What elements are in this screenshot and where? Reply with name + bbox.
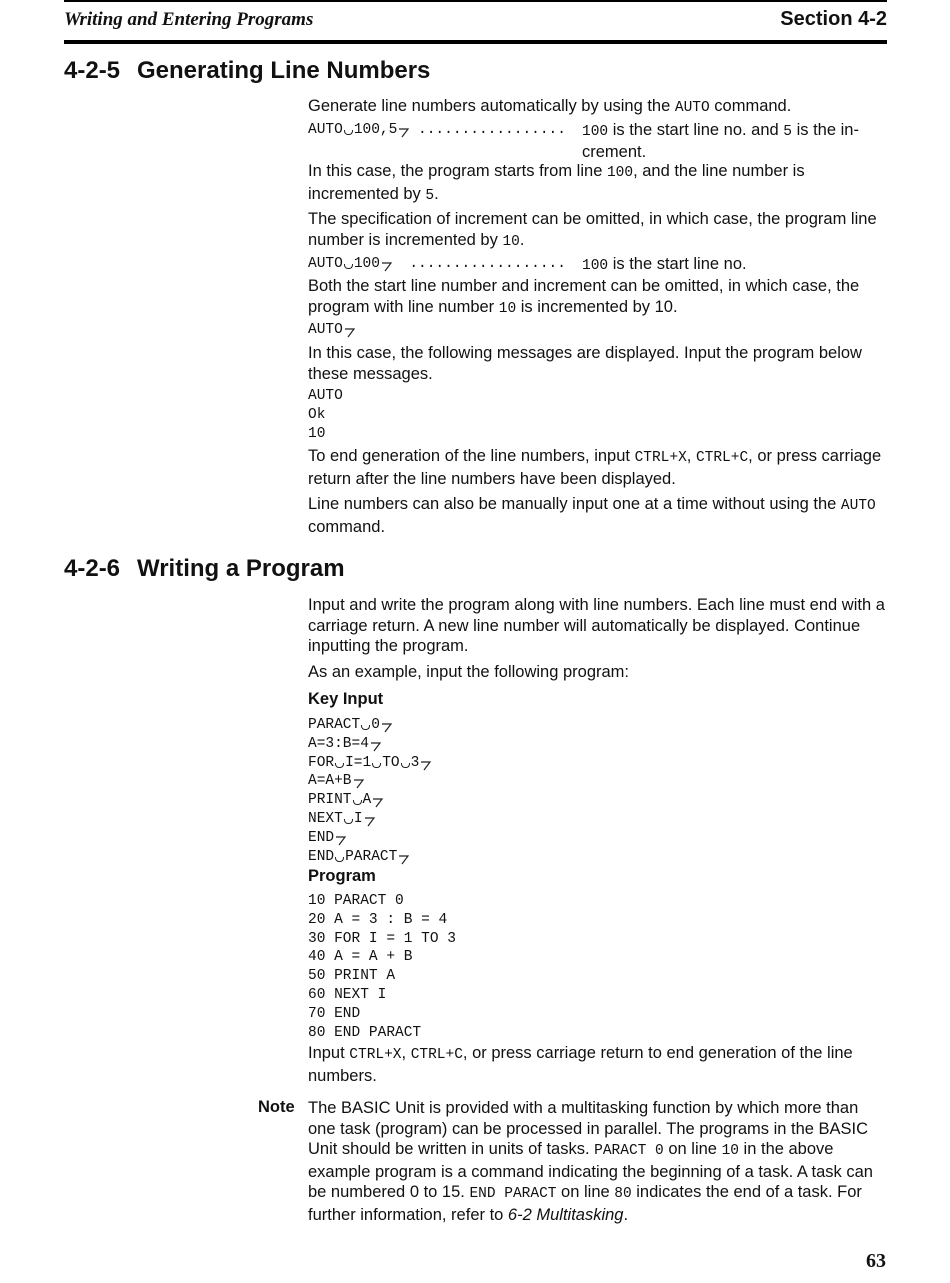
- return-key-icon: [370, 740, 381, 752]
- space-icon: [335, 763, 344, 768]
- space-icon: [344, 819, 353, 824]
- cross-reference: 6-2 Multitasking: [507, 1205, 624, 1224]
- return-key-icon: [364, 815, 375, 827]
- paragraph: Input CTRL+X, CTRL+C, or press carriage return to end generation of the line numbers.: [308, 1044, 853, 1085]
- page-header: [64, 0, 887, 44]
- auto-messages: [308, 387, 343, 443]
- heading-4-2-5: [64, 57, 430, 85]
- heading-title: Writing a Program: [137, 555, 345, 582]
- key-input-line: NEXT I: [308, 810, 431, 829]
- example-code: AUTO 100,5 .................: [308, 122, 566, 138]
- space-icon: [361, 725, 370, 730]
- heading-title: Generating Line Numbers: [137, 57, 431, 84]
- key-input-heading: Key Input: [308, 690, 384, 708]
- space-icon: [372, 763, 381, 768]
- return-key-icon: [344, 326, 355, 338]
- space-icon: [344, 264, 353, 269]
- space-icon: [353, 800, 362, 805]
- program-line: 30 FOR I = 1 TO 3: [308, 930, 456, 947]
- example-auto: AUTO: [308, 321, 355, 340]
- key-input-line: END PARACT: [308, 848, 431, 867]
- key-input-line: END: [308, 829, 431, 848]
- return-key-icon: [398, 126, 409, 138]
- example-auto-100: [308, 254, 888, 274]
- text: Generate line numbers automatically by using the: [308, 97, 675, 115]
- message-line: 10: [308, 425, 326, 442]
- return-key-icon: [372, 796, 383, 808]
- key-input-line: A=A+B: [308, 772, 431, 791]
- paragraph: In this case, the program starts from line 100, and the line number is incremented by 5.: [308, 162, 805, 204]
- return-key-icon: [381, 260, 392, 272]
- return-key-icon: [381, 721, 392, 733]
- key-input-listing: [308, 716, 431, 866]
- key-input-line: PARACT 0: [308, 716, 431, 735]
- return-key-icon: [420, 759, 431, 771]
- paragraph: Line numbers can also be manually input one at a time without using the AUTO command.: [308, 495, 876, 536]
- program-line: 20 A = 3 : B = 4: [308, 911, 448, 928]
- paragraph: As an example, input the following program:: [308, 663, 630, 681]
- note-body: The BASIC Unit is provided with a multitasking function by which more than one task (program) can be processed in parallel. The programs in the BASIC Unit should be written in units of tasks. PARACT 0 on line 10 in the above example program is a command indicating the beginning of a task. A task can be numbered 0 to 15. END PARACT on line 80 indicates the end of a task. For further information, refer to 6-2 Multitasking.: [308, 1099, 873, 1224]
- paragraph: To end generation of the line numbers, input CTRL+X, CTRL+C, or press carriage return after the line numbers have been displayed.: [308, 447, 882, 488]
- paragraph: [308, 96, 888, 119]
- paragraph: Both the start line number and increment can be omitted, in which case, the program with line number 10 is incremented by 10.: [308, 277, 860, 317]
- key-input-line: FOR I=1 TO 3: [308, 754, 431, 773]
- chapter-title: Writing and Entering Programs: [64, 9, 314, 30]
- space-icon: [401, 763, 410, 768]
- return-key-icon: [398, 853, 409, 865]
- program-line: 60 NEXT I: [308, 986, 387, 1003]
- key-input-line: A=3:B=4: [308, 735, 431, 754]
- section-label: Section 4-2: [780, 8, 887, 30]
- example-explanation: 100 is the start line no. and 5 is the in- crement.: [582, 121, 859, 161]
- paragraph: In this case, the following messages are displayed. Input the program below these messages.: [308, 344, 862, 383]
- note-label: Note: [258, 1098, 295, 1116]
- heading-4-2-6: [64, 555, 345, 583]
- heading-number: 4-2-5: [64, 57, 121, 84]
- program-line: 50 PRINT A: [308, 968, 396, 985]
- text: command.: [709, 97, 792, 115]
- message-line: Ok: [308, 406, 326, 423]
- key-input-line: PRINT A: [308, 791, 431, 810]
- program-line: 80 END PARACT: [308, 1024, 422, 1041]
- example-code: AUTO 100 ..................: [308, 256, 566, 272]
- space-icon: [344, 130, 353, 135]
- program-line: 70 END: [308, 1005, 361, 1022]
- page-number: 63: [866, 1250, 886, 1272]
- program-line: 10 PARACT 0: [308, 893, 404, 909]
- space-icon: [335, 857, 344, 862]
- program-listing: [308, 892, 456, 1042]
- return-key-icon: [353, 777, 364, 789]
- program-line: 40 A = A + B: [308, 949, 413, 966]
- program-heading: Program: [308, 867, 376, 885]
- paragraph: The specification of increment can be omitted, in which case, the program line number is incremented by 10.: [308, 210, 877, 250]
- return-key-icon: [335, 834, 346, 846]
- example-auto-100-5: [308, 120, 888, 160]
- example-explanation: 100 is the start line no.: [582, 255, 747, 274]
- message-line: AUTO: [308, 388, 343, 404]
- paragraph: Input and write the program along with line numbers. Each line must end with a carriage return. A new line number will automatically be displayed. Continue inputting the program.: [308, 596, 885, 655]
- heading-number: 4-2-6: [64, 555, 121, 582]
- code-text: AUTO: [674, 100, 710, 116]
